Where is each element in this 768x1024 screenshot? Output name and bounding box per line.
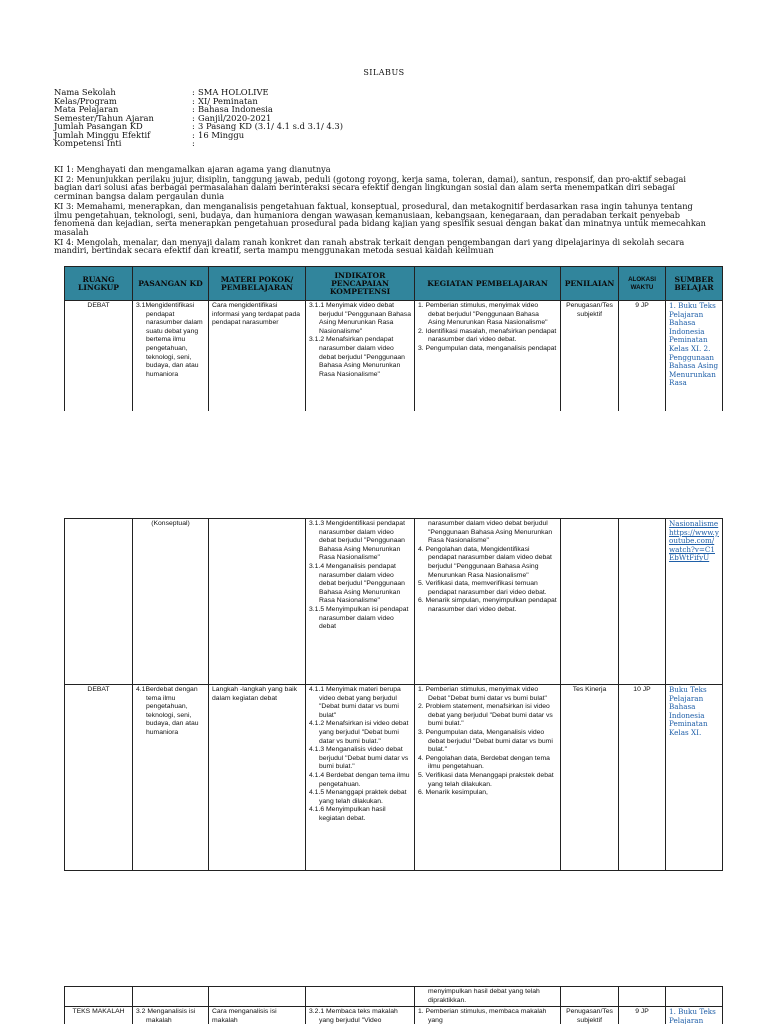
core-competencies <box>54 165 710 256</box>
kegiatan-item: 5. Verifikasi data Menanggapi prakstek debat yang telah dilakukan. <box>418 771 554 788</box>
cell-penilaian: Penugasan/Tes subjektif <box>561 301 619 412</box>
info-key: Kompetensi Inti <box>54 138 122 148</box>
info-value: 3 Pasang KD (3.1/ 4.1 s.d 3.1/ 4.3) <box>198 121 344 131</box>
header-kd: PASANGAN KD <box>133 267 209 301</box>
kegiatan-item: 4. Pengolahan data, Berdebat dengan tema ilmu pengetahuan. <box>418 754 550 771</box>
header-sumber: SUMBER BELAJAR <box>666 267 723 301</box>
header-kegiatan: KEGIATAN PEMBELAJARAN <box>415 267 561 301</box>
info-key: Jumlah Minggu Efektif <box>54 129 151 140</box>
info-row-ki: Kompetensi Inti : <box>54 138 195 148</box>
table-header-row <box>65 267 723 301</box>
indikator-item: 4.1.4 Berdebat dengan tema ilmu pengetahuan. <box>309 771 410 788</box>
cell-kd: 4.1Berdebat dengan tema ilmu pengetahuan, teknologi, seni, budaya, dan atau humaniora <box>133 685 209 871</box>
info-value: 16 Minggu <box>198 129 245 140</box>
cell-materi: Cara menganalisis isi makalah <box>209 1007 306 1024</box>
header-materi: MATERI POKOK/ PEMBELAJARAN <box>209 267 306 301</box>
header-ruang: RUANG LINGKUP <box>65 267 133 301</box>
info-value: Bahasa Indonesia <box>198 104 273 114</box>
header-indikator: INDIKATOR PENCAPAIAN KOMPETENSI <box>306 267 415 301</box>
cell-alokasi: 9 JP <box>619 301 666 412</box>
ki-1: KI 1: Menghayati dan mengamalkan ajaran agama yang dianutnya <box>54 164 331 174</box>
cell-penilaian: Penugasan/Tes subjektif <box>561 1007 619 1024</box>
kegiatan-item: 4. Pengolahan data, Mengidentifikasi pendapat narasumber dalam video debat berjudul "Penggunaan Bahasa Asing Menurunkan Rasa Nasionalisme" <box>418 545 552 579</box>
syllabus-table-part-3 <box>0 986 768 1024</box>
kegiatan-item: narasumber dalam video debat berjudul "Penggunaan Bahasa Asing Menurunkan Rasa Nasionalisme" <box>428 520 553 545</box>
table-row <box>65 987 723 1007</box>
cell-alokasi <box>619 519 666 685</box>
page-title: SILABUS <box>363 68 405 77</box>
kegiatan-item: 3. Pengumpulan data, menganalisis pendapat <box>418 344 557 352</box>
cell-kegiatan: 1. Pemberian stimulus, membaca makalah yang <box>415 1007 561 1024</box>
cell-penilaian: Tes Kinerja <box>561 685 619 871</box>
cell-ruang <box>65 519 133 685</box>
header-penilaian: PENILAIAN <box>561 267 619 301</box>
kegiatan-item: 6. Menarik simpulan, menyimpulkan pendapat narasumber dari video debat. <box>418 597 557 613</box>
kegiatan-item: 2. Identifikasi masalah, menafsirkan pendapat narasumber dari video debat. <box>418 327 557 344</box>
kegiatan-item: 6. Menarik kesimpulan, <box>418 789 488 797</box>
info-row-subject: Mata Pelajaran : Bahasa Indonesia <box>54 104 273 114</box>
syllabus-table-part-2 <box>64 518 723 871</box>
cell-sumber: 1. Buku Teks Pelajaran <box>666 1007 723 1024</box>
kegiatan-item: 1. Pemberian stimulus, menyimak video Debat "Debat bumi datar vs bumi bulat" <box>418 686 547 702</box>
cell-sumber: Buku Teks Pelajaran Bahasa Indonesia Peminatan Kelas XI. <box>666 685 723 871</box>
identity-block <box>54 88 343 148</box>
indikator-item: 4.1.5 Menanggapi praktek debat yang telah dilakukan. <box>309 789 407 805</box>
indikator-item: 3.1.4 Menganalisis pendapat narasumber dalam video debat berjudul "Penggunaan Bahasa Asing Menurunkan Rasa Nasionalisme" <box>309 562 405 605</box>
table-row <box>65 519 723 685</box>
cell-indikator <box>306 685 415 871</box>
cell-kd: (Konseptual) <box>133 519 209 685</box>
indikator-item: 3.1.1 Menyimak video debat berjudul "Penggunaan Bahasa Asing Menurunkan Rasa Nasionalisme" <box>309 302 411 335</box>
table-row <box>65 301 723 412</box>
info-value: SMA HOLOLIVE <box>198 87 269 97</box>
kegiatan-item: 2. Problem statement, menafsirkan isi video debat yang berjudul "Debat bumi datar vs bumi bulat." <box>418 703 553 728</box>
cell-sumber <box>666 519 723 685</box>
info-row-class: Kelas/Program : XI/ Peminatan <box>54 95 258 106</box>
info-row-semester: Semester/Tahun Ajaran : Ganjil/2020-2021 <box>54 112 272 123</box>
indikator-item: 4.1.3 Menganalisis video debat berjudul "Debat bumi datar vs bumi bulat." <box>309 746 409 771</box>
cell-alokasi: 10 JP <box>619 685 666 871</box>
cell-materi <box>209 519 306 685</box>
indikator-item: 3.1.3 Mengidentifikasi pendapat narasumber dalam video debat berjudul "Penggunaan Bahasa Asing Menurunkan Rasa Nasionalisme" <box>309 520 405 562</box>
header-alokasi: ALOKASI WAKTU <box>619 267 666 301</box>
table-row <box>65 1007 723 1024</box>
info-key: Jumlah Pasangan KD <box>54 121 143 131</box>
info-value: XI/ Peminatan <box>198 95 258 106</box>
info-key: Kelas/Program <box>54 95 117 106</box>
cell-penilaian <box>561 519 619 685</box>
info-key: Nama Sekolah <box>54 87 116 97</box>
cell-sumber: 1. Buku Teks Pelajaran Bahasa Indonesia Peminatan Kelas XI. 2. Penggunaan Bahasa Asing Menurunkan Rasa <box>666 301 723 412</box>
indikator-item: 4.1.6 Menyimpulkan hasil kegiatan debat. <box>309 806 386 822</box>
cell-materi: Cara mengidentifikasi informasi yang terdapat pada pendapat narasumber <box>209 301 306 412</box>
cell-indikator <box>306 301 415 412</box>
kegiatan-item: 5. Verifikasi data, memverifikasi temuan pendapat narasumber dari video debat. <box>418 580 547 596</box>
table-row <box>65 685 723 871</box>
kegiatan-item: 1. Pemberian stimulus, menyimak video debat berjudul "Penggunaan Bahasa Asing Menurunkan Rasa Nasionalisme" <box>418 302 548 327</box>
cell-materi: Langkah -langkah yang baik dalam kegiatan debat <box>209 685 306 871</box>
indikator-item: 3.1.2 Menafsirkan pendapat narasumber dalam video debat berjudul "Penggunaan Bahasa Asing Menurunkan Rasa Nasionalisme" <box>309 336 405 378</box>
indikator-item: 3.1.5 Menyimpulkan isi pendapat narasumber dalam video debat <box>309 605 409 631</box>
cell-indikator <box>306 519 415 685</box>
cell-kegiatan <box>415 519 561 685</box>
indikator-item: 4.1.1 Menyimak materi berupa video debat yang berjudul "Debat bumi datar vs bumi bulat" <box>309 686 401 719</box>
cell-kegiatan <box>415 301 561 412</box>
cell-kd: 3.2 Menganalisis isi makalah <box>133 1007 209 1024</box>
cell-ruang: TEKS MAKALAH <box>65 1007 133 1024</box>
source-text: Nasionalisme <box>669 519 719 528</box>
info-value: Ganjil/2020-2021 <box>198 112 272 123</box>
cell-ruang: DEBAT <box>65 685 133 871</box>
info-row-kd-count: Jumlah Pasangan KD : 3 Pasang KD (3.1/ 4.1 s.d 3.1/ 4.3) <box>54 121 344 131</box>
ki-3: KI 3: Memahami, menerapkan, dan menganalisis pengetahuan faktual, konseptual, prosedural, dan metakognitif berdasarkan rasa ingin tahunya tentang ilmu pengetahuan, teknologi, seni, budaya, dan humaniora dengan wawasan kemanusiaan, kebangsaan, kenegaraan, dan peradaban terkait penyebab fenomena dan kejadian, serta menerapkan pengetahuan prosedural pada bidang kajian yang spesifik sesuai dengan bakat dan minatnya untuk memecahkan masalah <box>54 200 706 237</box>
kegiatan-item: 3. Pengumpulan data, Menganalisis video debat berjudul "Debat bumi datar vs bumi bulat." <box>418 728 553 754</box>
syllabus-table-part-1 <box>0 266 768 411</box>
cell-kd: 3.1Mengidentifikasi pendapat narasumber dalam suatu debat yang bertema ilmu pengetahuan, teknologi, seni, budaya, dan atau humaniora <box>133 301 209 412</box>
info-row-school: Nama Sekolah : SMA HOLOLIVE <box>54 87 269 97</box>
cell-kegiatan: menyimpulkan hasil debat yang telah dipraktikkan. <box>415 987 561 1007</box>
info-row-weeks: Jumlah Minggu Efektif : 16 Minggu <box>54 129 245 140</box>
cell-alokasi: 9 JP <box>619 1007 666 1024</box>
cell-ruang: DEBAT <box>65 301 133 412</box>
info-key: Semester/Tahun Ajaran <box>54 112 154 123</box>
ki-4: KI 4: Mengolah, menalar, dan menyaji dalam ranah konkret dan ranah abstrak terkait dengan pengembangan dari yang dipelajarinya di sekolah secara mandiri, bertindak secara efektif dan kreatif, serta mampu menggunakan metoda sesuai kaidah keilmuan <box>54 236 685 256</box>
cell-indikator: 3.2.1 Membaca teks makalah yang berjudul "Video <box>306 1007 415 1024</box>
video-link[interactable]: https://www.youtube.com/watch?v=C1EbWtFifyU <box>669 527 719 563</box>
info-key: Mata Pelajaran <box>54 104 119 114</box>
ki-2: KI 2: Menunjukkan perilaku jujur, disiplin, tanggung jawab, peduli (gotong royong, kerja sama, toleran, damai), santun, responsif, dan pro-aktif sebagai bagian dari solusi atas berbagai permasalahan dalam berinteraksi secara efektif dengan lingkungan sosial dan alam serta menempatkan diri sebagai cerminan bangsa dalam pergaulan dunia <box>54 173 686 202</box>
indikator-item: 4.1.2 Menafsirkan isi video debat yang berjudul "Debat bumi datar vs bumi bulat." <box>309 720 409 745</box>
cell-kegiatan <box>415 685 561 871</box>
